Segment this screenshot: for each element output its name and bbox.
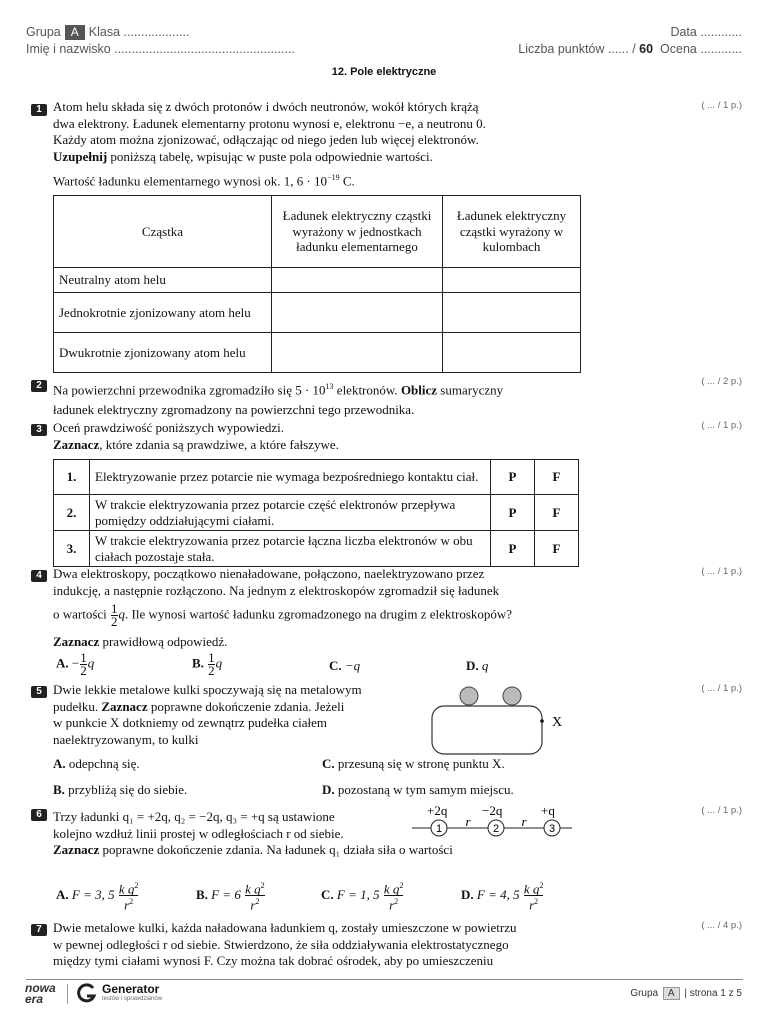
charge-label: −2q [482,803,503,818]
name-field: Imię i nazwisko .................................................... [26,42,295,56]
true-option[interactable]: P [491,460,535,495]
answer-c[interactable]: C. przesuną się w stronę punktu X. [322,756,505,771]
question-points: ( ... / 1 p.) [701,420,742,431]
answer-a[interactable]: A. − $\frac{1}{2}$ q [56,650,95,678]
distance-label: r [465,814,471,829]
node-number: 1 [435,823,443,835]
statement: Elektryzowanie przez potarcie nie wymaga bezpośredniego kontaktu ciał. [90,460,491,495]
point-x-marker [540,719,544,723]
false-option[interactable]: F [535,495,579,531]
answer-a[interactable]: A. odepchną się. [53,756,140,771]
answer-cell[interactable] [272,333,443,373]
question-points: ( ... / 1 p.) [701,100,742,111]
answer-b[interactable]: B. $\frac{1}{2}$ q [192,650,223,678]
question-text: Dwie lekkie metalowe kulki spoczywają się na metalowym pudełku. Zaznacz poprawne dokończenie zdania. Jeżeli w punkcie X dotkniemy od zewnątrz pudełka ciałem naelektryzowanym, to kulki [53,682,362,747]
answer-a[interactable]: A. F = 3, 5 $\frac{k q^2}{r^2}$ [56,881,139,913]
answer-c[interactable]: C. F = 1, 5 $\frac{k q^2}{r^2}$ [321,881,404,913]
false-option[interactable]: F [535,460,579,495]
question-text: Dwie metalowe kulki, każda naładowana ładunkiem q, zostały umieszczone w powietrzu w pewnej odległości r od siebie. Stwierdzono, że siła oddziaływania elektrostatycznego między tymi ciałami wynosi F. Czy można tak dobrać ośrodek, aby po umieszczeniu [53,920,517,968]
row-number: 3. [54,531,90,567]
answer-cell[interactable] [272,268,443,293]
question-text: Trzy ładunki q₁ = +2q, q₂ = −2q, q₃ = +q są ustawione kolejno wzdłuż linii prostej w odległościach r od siebie. Zaznacz poprawne dokończenie zdania. Na ładunek q₁ działa siła o wartości [53,809,453,857]
question-number: 7 [31,924,47,936]
true-option[interactable]: P [491,495,535,531]
metal-box [432,706,542,754]
question-points: ( ... / 4 p.) [701,920,742,931]
table-header: Cząstka [54,196,272,268]
table-cell: Jednokrotnie zjonizowany atom helu [54,293,272,333]
row-number: 2. [54,495,90,531]
charge-table [53,195,581,373]
charges-figure [412,800,572,842]
charge-label: +q [541,803,555,818]
question-number: 6 [31,809,47,821]
question-points: ( ... / 1 p.) [701,805,742,816]
answer-cell[interactable] [272,293,443,333]
table-cell: Dwukrotnie zjonizowany atom helu [54,333,272,373]
question-points: ( ... / 1 p.) [701,566,742,577]
answer-cell[interactable] [443,293,581,333]
answer-cell[interactable] [443,268,581,293]
group-field: Grupa A Klasa ................... [26,25,190,39]
charge-label: +2q [427,803,448,818]
question-number: 4 [31,570,47,582]
question-text: Atom helu składa się z dwóch protonów i dwóch neutronów, wokół których krążą dwa elektrony. Ładunek elementarny protonu wynosi e, elektronu −e, a neutronu 0. Każdy atom można zjonizować, odłączając od niego jeden lub więcej elektronów. Uzupełnij poniższą tabelę, wpisując w puste pola odpowiednie wartości. Wartość ładunku elementarnego wynosi ok. 1, $6 \cdot 10^{-19}$ C. [53,99,486,189]
answer-d[interactable]: D. q [466,658,489,673]
point-x-label: X [552,715,563,730]
true-false-table [53,459,579,567]
answer-c[interactable]: C. −q [329,658,361,673]
answer-cell[interactable] [443,333,581,373]
node-number: 3 [548,823,556,835]
box-figure [428,686,568,758]
question-text: Oceń prawdziwość poniższych wypowiedzi. Zaznacz, które zdania są prawdziwe, a które fałszywe. [53,420,339,452]
page-title: 12. Pole elektryczne [331,66,437,78]
answer-d[interactable]: D. pozostaną w tym samym miejscu. [322,782,514,797]
true-option[interactable]: P [491,531,535,567]
publisher-logo: nowa era [25,981,56,1006]
question-number: 1 [31,104,47,116]
date-field: Data ............ [670,25,742,39]
table-header: Ładunek elektryczny cząstki wyrażony w jednostkach ładunku elementarnego [272,196,443,268]
points-grade-field: Liczba punktów ...... / 60 Ocena ............ [518,42,742,56]
question-text: Na powierzchni przewodnika zgromadziło się $5 \cdot 10^{13}$ elektronów. Oblicz sumaryczny ładunek elektryczny zgromadzony na powierzchni tego przewodnika. [53,382,504,418]
ball-right [503,687,521,705]
table-cell: Neutralny atom helu [54,268,272,293]
false-option[interactable]: F [535,531,579,567]
question-number: 3 [31,424,47,436]
table-header: Ładunek elektryczny cząstki wyrażony w kulombach [443,196,581,268]
statement: W trakcie elektryzowania przez potarcie część elektronów przepływa pomiędzy oddziałującymi ciałami. [90,495,491,531]
answer-b[interactable]: B. F = 6 $\frac{k q^2}{r^2}$ [196,881,265,913]
answer-d[interactable]: D. F = 4, 5 $\frac{k q^2}{r^2}$ [461,881,544,913]
row-number: 1. [54,460,90,495]
question-points: ( ... / 1 p.) [701,683,742,694]
question-number: 5 [31,686,47,698]
answer-b[interactable]: B. przybliżą się do siebie. [53,782,188,797]
generator-icon [76,982,98,1004]
question-text: Dwa elektroskopy, początkowo nienaładowane, połączono, naelektryzowano przez indukcję, a następnie rozłączono. Na jednym z elektroskopów zgromadził się ładunek o wartości $\frac{1}{2}$ q. Ile wynosi wartość ładunku zgromadzonego na drugim z elektroskopów? Zaznacz prawidłową odpowiedź. [53,566,513,649]
question-number: 2 [31,380,47,392]
footer-divider [26,979,743,980]
statement: W trakcie elektryzowania przez potarcie łączna liczba elektronów w obu ciałach pozostaje stała. [90,531,491,567]
logo-divider [67,984,68,1004]
node-number: 2 [492,823,500,835]
page-footer: Grupa A | strona 1 z 5 [630,988,742,999]
ball-left [460,687,478,705]
question-points: ( ... / 2 p.) [701,376,742,387]
distance-label: r [521,814,527,829]
